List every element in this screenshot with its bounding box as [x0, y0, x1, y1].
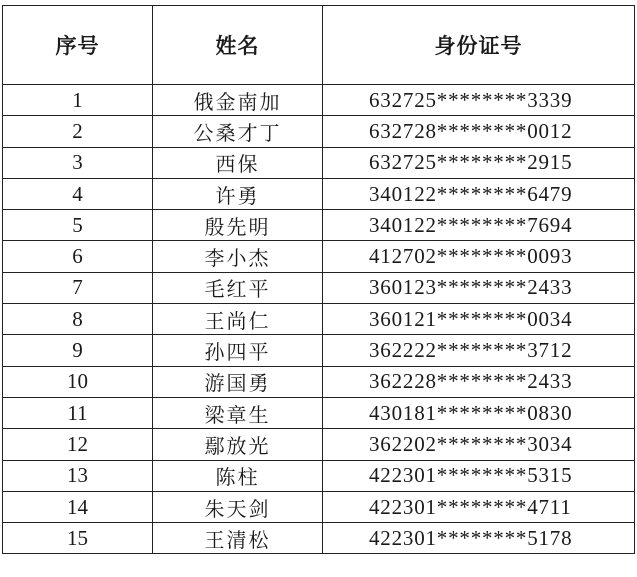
table-row	[3, 241, 635, 272]
id-number: 632725********2915	[323, 147, 635, 178]
serial-number: 6	[3, 241, 153, 272]
table-row	[3, 147, 635, 178]
table-row	[3, 429, 635, 460]
id-number: 340122********7694	[323, 210, 635, 241]
person-name: 殷先明	[153, 210, 323, 241]
id-number: 362222********3712	[323, 335, 635, 366]
header-row	[3, 6, 635, 85]
person-name: 俄金南加	[153, 85, 323, 116]
id-number: 422301********5315	[323, 460, 635, 491]
serial-number: 7	[3, 272, 153, 303]
table-row	[3, 272, 635, 303]
table-row	[3, 335, 635, 366]
id-number: 430181********0830	[323, 397, 635, 428]
serial-number: 14	[3, 491, 153, 522]
serial-number: 8	[3, 304, 153, 335]
id-number: 422301********4711	[323, 491, 635, 522]
person-name: 鄢放光	[153, 429, 323, 460]
id-number: 340122********6479	[323, 178, 635, 209]
serial-number: 11	[3, 397, 153, 428]
id-list-table	[2, 5, 635, 554]
table-row	[3, 85, 635, 116]
header-id-number: 身份证号	[323, 6, 635, 85]
table-row	[3, 304, 635, 335]
serial-number: 15	[3, 523, 153, 554]
id-number: 362202********3034	[323, 429, 635, 460]
id-number: 360121********0034	[323, 304, 635, 335]
serial-number: 3	[3, 147, 153, 178]
table-row	[3, 523, 635, 554]
id-number: 360123********2433	[323, 272, 635, 303]
table-row	[3, 491, 635, 522]
person-name: 孙四平	[153, 335, 323, 366]
serial-number: 9	[3, 335, 153, 366]
person-name: 西保	[153, 147, 323, 178]
serial-number: 1	[3, 85, 153, 116]
serial-number: 5	[3, 210, 153, 241]
id-number: 632728********0012	[323, 116, 635, 147]
person-name: 李小杰	[153, 241, 323, 272]
table-row	[3, 366, 635, 397]
id-number: 632725********3339	[323, 85, 635, 116]
document-sheet	[2, 5, 634, 554]
serial-number: 4	[3, 178, 153, 209]
person-name: 许勇	[153, 178, 323, 209]
header-serial-number: 序号	[3, 6, 153, 85]
person-name: 王清松	[153, 523, 323, 554]
person-name: 王尚仁	[153, 304, 323, 335]
id-number: 362228********2433	[323, 366, 635, 397]
person-name: 陈柱	[153, 460, 323, 491]
header-name: 姓名	[153, 6, 323, 85]
id-number: 422301********5178	[323, 523, 635, 554]
person-name: 公桑才丁	[153, 116, 323, 147]
person-name: 朱天剑	[153, 491, 323, 522]
table-row	[3, 116, 635, 147]
serial-number: 10	[3, 366, 153, 397]
person-name: 游国勇	[153, 366, 323, 397]
table-row	[3, 210, 635, 241]
serial-number: 2	[3, 116, 153, 147]
id-number: 412702********0093	[323, 241, 635, 272]
person-name: 毛红平	[153, 272, 323, 303]
person-name: 梁章生	[153, 397, 323, 428]
table-row	[3, 460, 635, 491]
table-row	[3, 397, 635, 428]
serial-number: 13	[3, 460, 153, 491]
table-row	[3, 178, 635, 209]
serial-number: 12	[3, 429, 153, 460]
